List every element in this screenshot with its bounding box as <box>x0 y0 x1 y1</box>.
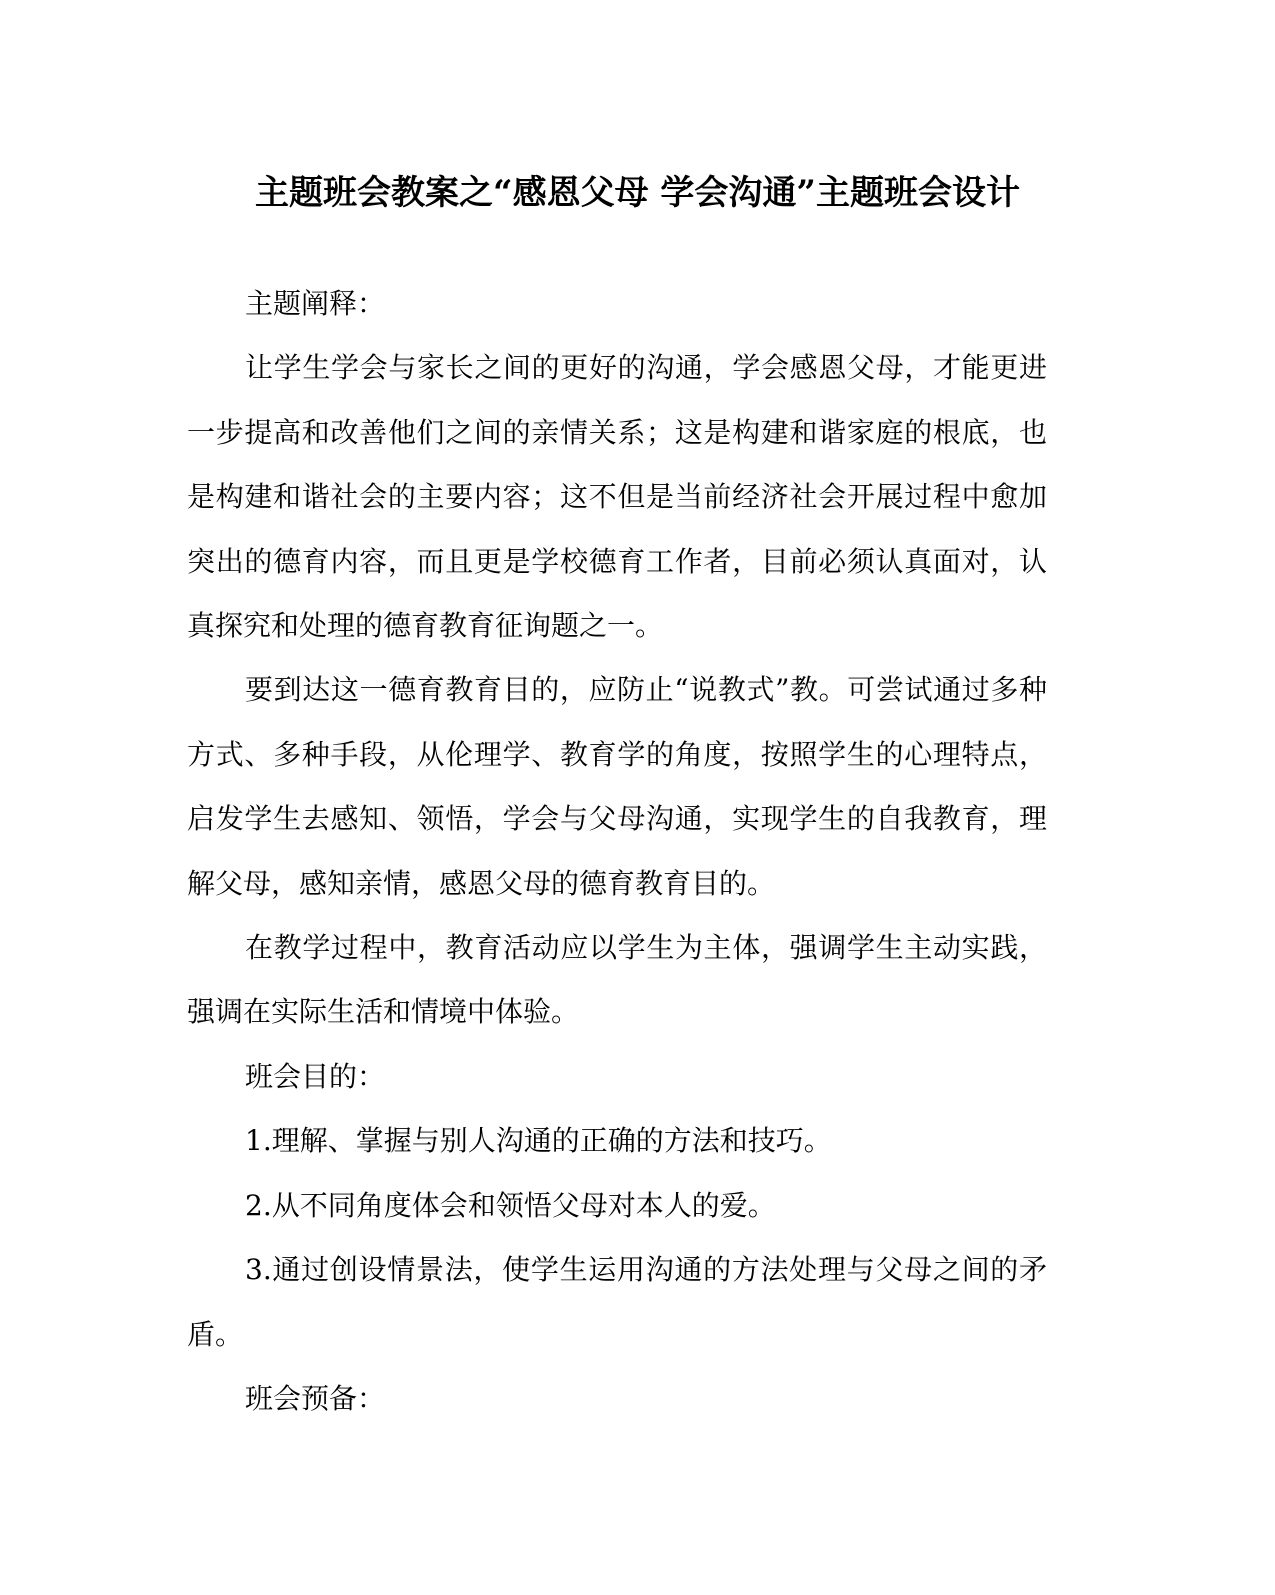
section-heading-preparation: 班会预备： <box>245 1381 386 1415</box>
document-title: 主题班会教案之“感恩父母 学会沟通”主题班会设计 <box>255 173 1020 213</box>
goal-item-1: 1.理解、掌握与别人沟通的正确的方法和技巧。 <box>245 1124 832 1158</box>
paragraph-intro: 让学生学会与家长之间的更好的沟通，学会感恩父母，才能更进一步提高和改善他们之间的亲情关系；这是构建和谐家庭的根底，也是构建和谐社会的主要内容；这不但是当前经济社会开展过程中愈加突出的德育内容，而且更是学校德育工作者，目前必须认真面对，认真探究和处理的德育教育征询题之一。 <box>187 351 1047 643</box>
paragraph-method: 要到达这一德育教育目的，应防止“说教式”教。可尝试通过多种方式、多种手段，从伦理学、教育学的角度，按照学生的心理特点，启发学生去感知、领悟，学会与父母沟通，实现学生的自我教育，理解父母，感知亲情，感恩父母的德育教育目的。 <box>187 673 1047 900</box>
paragraph-process: 在教学过程中，教育活动应以学生为主体，强调学生主动实践，强调在实际生活和情境中体验。 <box>187 931 1047 1029</box>
goal-item-3: 3.通过创设情景法，使学生运用沟通的方法处理与父母之间的矛盾。 <box>187 1253 1047 1351</box>
section-heading-goals: 班会目的： <box>245 1059 386 1093</box>
section-heading-theme: 主题阐释： <box>245 287 386 320</box>
goal-item-2: 2.从不同角度体会和领悟父母对本人的爱。 <box>245 1188 776 1222</box>
document-body <box>187 272 1047 1431</box>
